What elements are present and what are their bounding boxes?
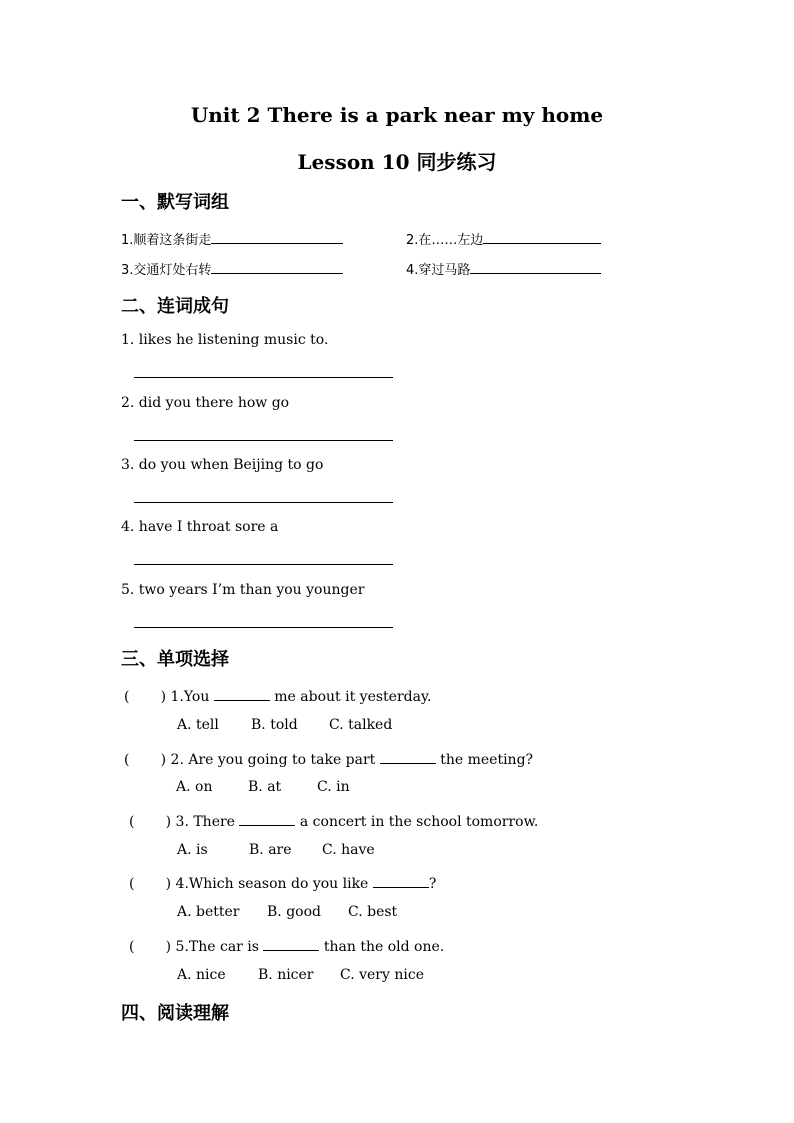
option-a[interactable]: A. better	[177, 904, 240, 920]
answer-paren[interactable]: ( )	[124, 689, 167, 705]
question-text: 5.The car is	[175, 939, 259, 955]
option-b[interactable]: B. nicer	[258, 967, 314, 983]
answer-line[interactable]	[134, 440, 393, 441]
option-c[interactable]: C. very nice	[340, 967, 424, 983]
page-subtitle: Lesson 10 同步练习	[297, 150, 497, 174]
option-b[interactable]: B. good	[267, 904, 321, 920]
question-text: the meeting?	[440, 752, 534, 768]
question-stem	[124, 749, 533, 768]
section-heading-dictation: 一、默写词组	[121, 192, 229, 213]
option-b[interactable]: B. at	[248, 779, 282, 795]
option-a[interactable]: A. tell	[177, 717, 219, 733]
answer-blank[interactable]	[483, 229, 601, 244]
question-text: 3. There	[175, 814, 235, 830]
question-text: 2. Are you going to take part	[170, 752, 376, 768]
answer-blank	[263, 936, 319, 951]
option-a[interactable]: A. on	[176, 779, 213, 795]
question-stem	[129, 811, 538, 830]
option-a[interactable]: A. is	[177, 842, 208, 858]
phrase-item	[406, 259, 601, 278]
option-c[interactable]: C. talked	[329, 717, 393, 733]
answer-blank[interactable]	[211, 229, 343, 244]
answer-blank	[214, 686, 270, 701]
answer-blank[interactable]	[470, 259, 601, 274]
answer-line[interactable]	[134, 377, 393, 378]
answer-paren[interactable]: ( )	[129, 814, 172, 830]
question-stem	[129, 873, 436, 892]
answer-paren[interactable]: ( )	[129, 939, 172, 955]
scrambled-sentence: 5. two years I’m than you younger	[121, 582, 365, 598]
question-text: 1.You	[170, 689, 210, 705]
question-text: me about it yesterday.	[274, 689, 432, 705]
question-stem	[124, 686, 431, 705]
answer-line[interactable]	[134, 564, 393, 565]
scrambled-sentence: 3. do you when Beijing to go	[121, 457, 324, 473]
option-c[interactable]: C. in	[317, 779, 350, 795]
option-a[interactable]: A. nice	[177, 967, 226, 983]
section-heading-sentences: 二、连词成句	[121, 296, 229, 317]
question-text: a concert in the school tomorrow.	[299, 814, 539, 830]
phrase-label: 1.顺着这条街走	[121, 233, 212, 248]
phrase-item	[121, 229, 343, 248]
phrase-label: 4.穿过马路	[406, 263, 471, 278]
option-c[interactable]: C. best	[348, 904, 398, 920]
answer-line[interactable]	[134, 627, 393, 628]
section-heading-reading: 四、阅读理解	[121, 1003, 229, 1024]
answer-blank	[373, 873, 429, 888]
phrase-item	[406, 229, 601, 248]
page-title: Unit 2 There is a park near my home	[190, 103, 604, 127]
phrase-label: 3.交通灯处右转	[121, 263, 212, 278]
scrambled-sentence: 2. did you there how go	[121, 395, 290, 411]
option-b[interactable]: B. are	[249, 842, 292, 858]
phrase-item	[121, 259, 343, 278]
option-b[interactable]: B. told	[251, 717, 298, 733]
scrambled-sentence: 4. have I throat sore a	[121, 519, 279, 535]
answer-blank	[239, 811, 295, 826]
question-text: than the old one.	[323, 939, 445, 955]
scrambled-sentence: 1. likes he listening music to.	[121, 332, 329, 348]
question-stem	[129, 936, 444, 955]
answer-blank	[380, 749, 436, 764]
option-c[interactable]: C. have	[322, 842, 375, 858]
answer-paren[interactable]: ( )	[124, 752, 167, 768]
question-text: ?	[428, 876, 437, 892]
answer-blank[interactable]	[211, 259, 343, 274]
phrase-label: 2.在……左边	[406, 233, 484, 248]
section-heading-choice: 三、单项选择	[121, 649, 229, 670]
answer-line[interactable]	[134, 502, 393, 503]
answer-paren[interactable]: ( )	[129, 876, 172, 892]
question-text: 4.Which season do you like	[175, 876, 369, 892]
